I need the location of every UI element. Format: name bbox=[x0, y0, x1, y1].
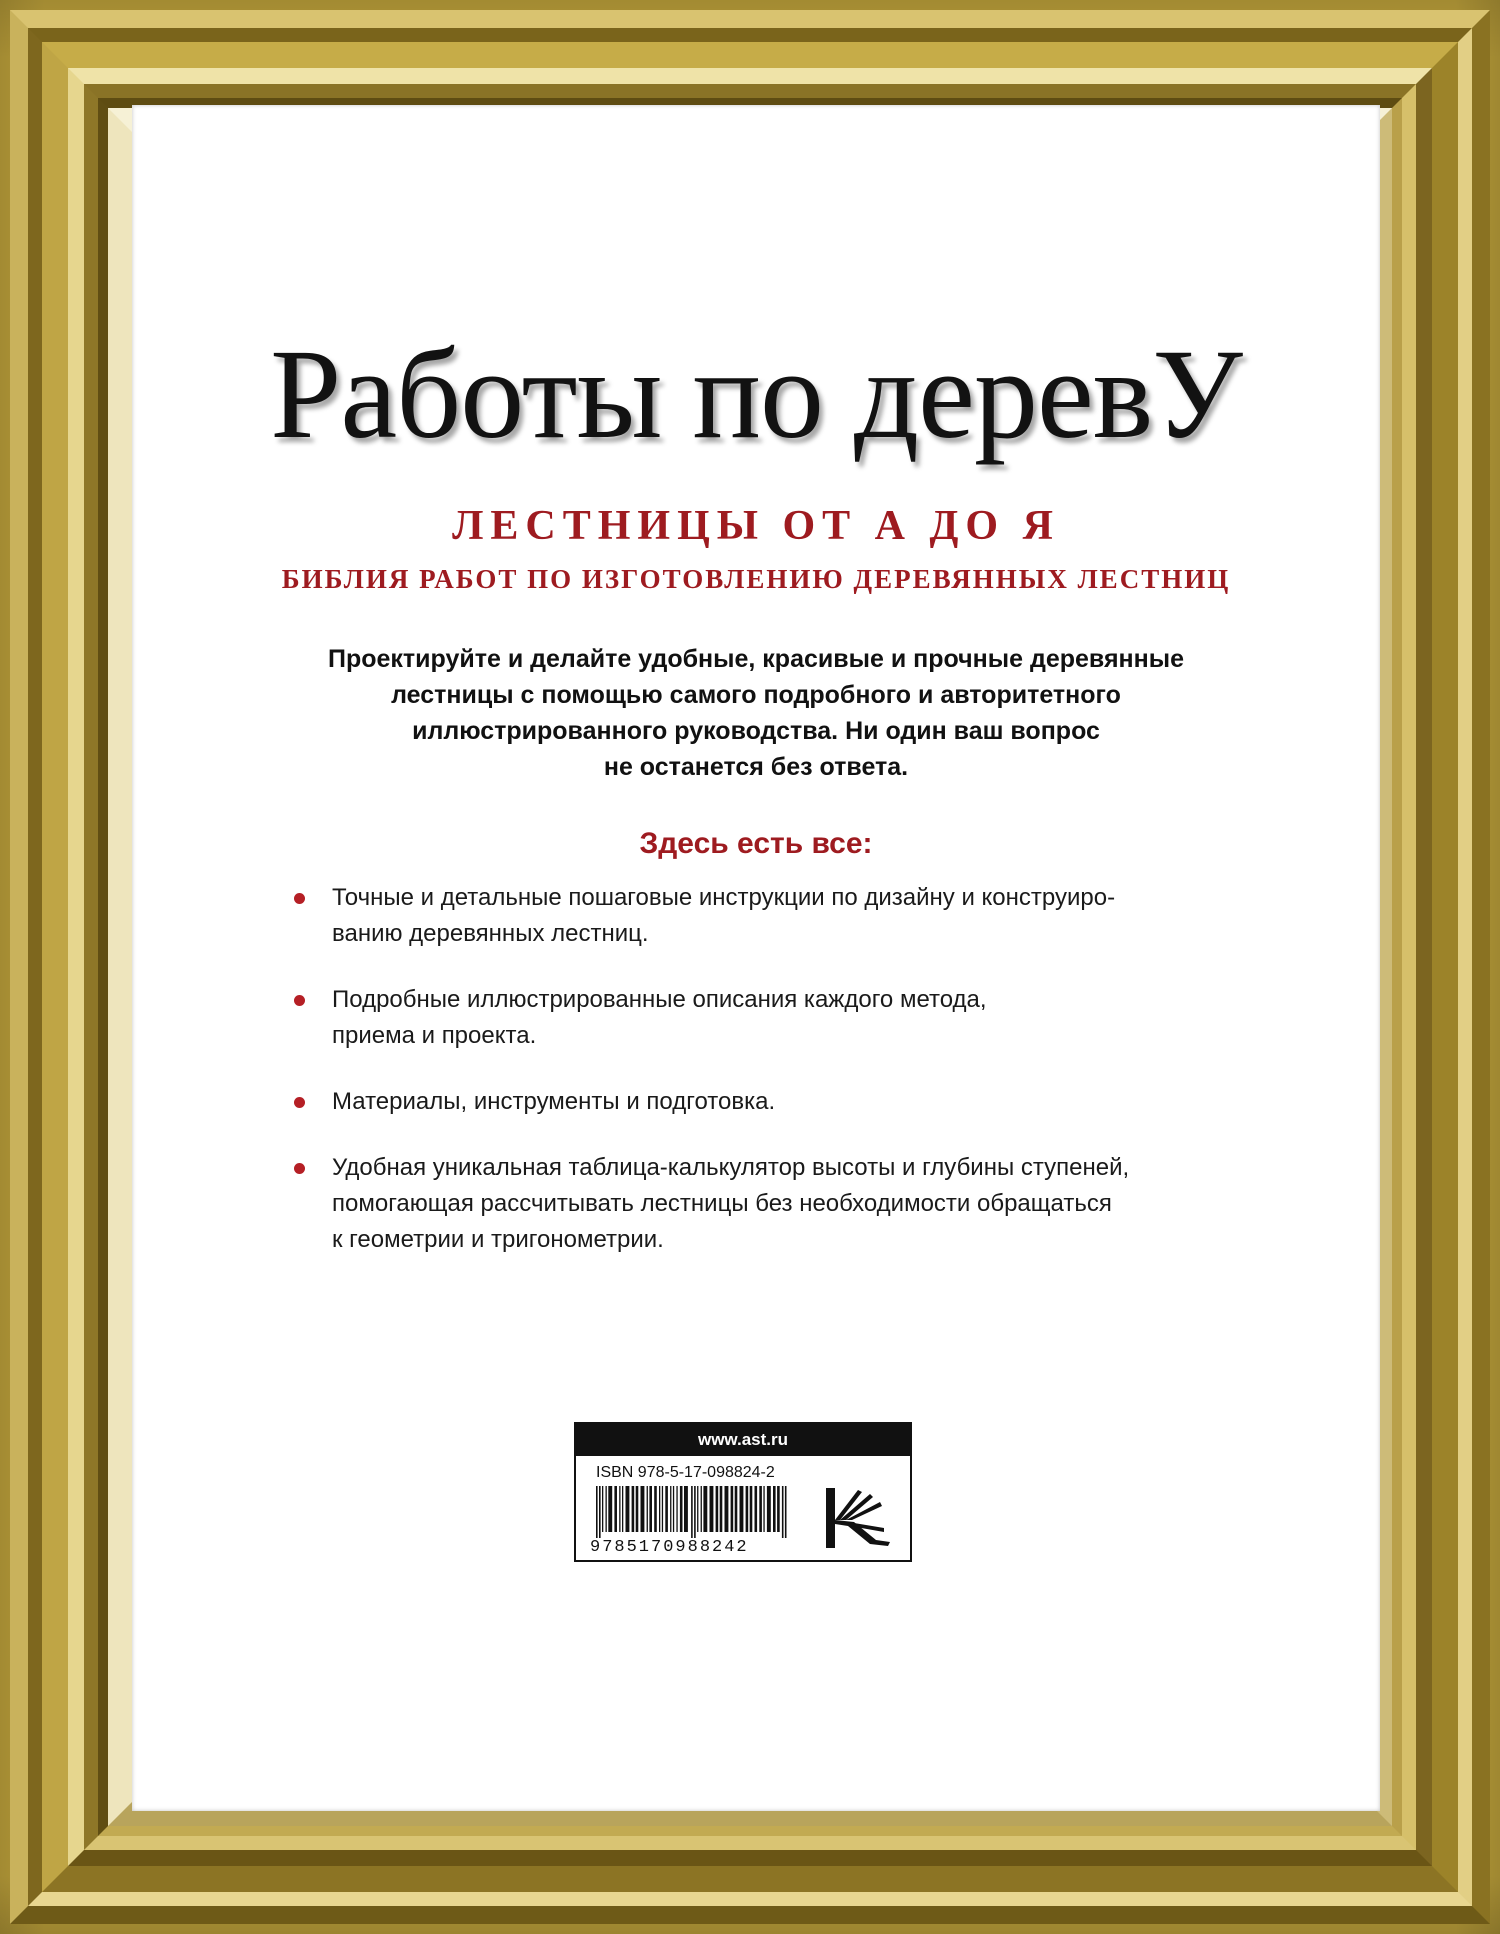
barcode-block bbox=[574, 1422, 912, 1562]
intro-paragraph bbox=[270, 641, 1242, 785]
list-item-line: помогающая рассчитывать лестницы без необходимости обращаться bbox=[332, 1190, 1112, 1217]
barcode-bar bbox=[596, 1486, 598, 1538]
barcode-bar bbox=[659, 1486, 660, 1532]
barcode-bar bbox=[626, 1486, 630, 1532]
barcode-bar bbox=[662, 1486, 663, 1532]
barcode-bar bbox=[759, 1486, 762, 1532]
barcode-bar bbox=[773, 1486, 776, 1532]
barcode-bar bbox=[606, 1486, 607, 1532]
barcode-bar bbox=[716, 1486, 719, 1532]
barcode-bar bbox=[763, 1486, 764, 1532]
barcode-bar bbox=[731, 1486, 734, 1532]
list-item-line: Материалы, инструменты и подготовка. bbox=[332, 1088, 776, 1115]
barcode-bar bbox=[735, 1486, 738, 1532]
list-item-line: Точные и детальные пошаговые инструкции по дизайну и конструиро- bbox=[332, 884, 1116, 911]
barcode-bar bbox=[680, 1486, 683, 1532]
barcode-icon bbox=[594, 1486, 794, 1538]
barcode-bar bbox=[608, 1486, 612, 1532]
barcode-bar bbox=[725, 1486, 729, 1532]
barcode-bar bbox=[622, 1486, 623, 1532]
barcode-bar bbox=[636, 1486, 639, 1532]
features-list bbox=[292, 880, 1292, 1288]
barcode-bar bbox=[691, 1486, 693, 1538]
barcode-bar bbox=[649, 1486, 652, 1532]
bullet-icon bbox=[294, 893, 305, 904]
list-item-line: Подробные иллюстрированные описания каждого метода, bbox=[332, 986, 987, 1013]
intro-line: не останется без ответа. bbox=[603, 753, 909, 781]
barcode-bar bbox=[673, 1486, 674, 1532]
barcode-bar bbox=[602, 1486, 603, 1532]
barcode-bar bbox=[632, 1486, 635, 1532]
barcode-bar bbox=[665, 1486, 668, 1532]
back-cover-page bbox=[132, 105, 1380, 1811]
intro-line: лестницы с помощью самого подробного и авторитетного bbox=[391, 681, 1121, 709]
barcode-bar bbox=[746, 1486, 749, 1532]
bullet-icon bbox=[294, 1097, 305, 1108]
isbn-number: ISBN 978-5-17-098824-2 bbox=[596, 1464, 775, 1481]
publisher-logo-icon bbox=[818, 1482, 898, 1552]
list-item bbox=[292, 880, 1292, 952]
barcode-bar bbox=[785, 1486, 787, 1538]
intro-line: иллюстрированного руководства. Ни один ваш вопрос bbox=[412, 717, 1100, 745]
list-item-line: Удобная уникальная таблица-калькулятор высоты и глубины ступеней, bbox=[332, 1154, 1130, 1181]
barcode-bar bbox=[676, 1486, 677, 1532]
intro-line: Проектируйте и делайте удобные, красивые и прочные деревянные bbox=[328, 645, 1184, 673]
list-item-line: приема и проекта. bbox=[332, 1022, 537, 1049]
barcode-bar bbox=[755, 1486, 758, 1532]
book-title: Работы по деревУ bbox=[270, 323, 1242, 465]
barcode-bar bbox=[720, 1486, 723, 1532]
bullet-icon bbox=[294, 995, 305, 1006]
list-item bbox=[292, 1150, 1292, 1258]
barcode-bar bbox=[767, 1486, 771, 1532]
barcode-bar bbox=[777, 1486, 780, 1532]
book-subtitle: ЛЕСТНИЦЫ ОТ А ДО Я bbox=[452, 503, 1060, 549]
publisher-website: www.ast.ru bbox=[576, 1424, 910, 1456]
barcode-bar bbox=[670, 1486, 671, 1532]
bullet-icon bbox=[294, 1163, 305, 1174]
barcode-bar bbox=[614, 1486, 617, 1532]
list-item bbox=[292, 982, 1292, 1054]
list-item-line: к геометрии и тригонометрии. bbox=[332, 1226, 664, 1253]
list-item-line: ванию деревянных лестниц. bbox=[332, 920, 649, 947]
barcode-bar bbox=[740, 1486, 744, 1532]
barcode-bar bbox=[694, 1486, 696, 1538]
barcode-bar bbox=[647, 1486, 648, 1532]
barcode-bar bbox=[654, 1486, 657, 1532]
barcode-bar bbox=[750, 1486, 753, 1532]
barcode-bar bbox=[684, 1486, 688, 1532]
barcode-bar bbox=[599, 1486, 601, 1538]
barcode-bar bbox=[619, 1486, 620, 1532]
book-tagline: БИБЛИЯ РАБОТ ПО ИЗГОТОВЛЕНИЮ ДЕРЕВЯННЫХ ЛЕСТНИЦ bbox=[281, 564, 1231, 594]
barcode-bar bbox=[697, 1486, 698, 1532]
barcode-bar bbox=[703, 1486, 707, 1532]
features-heading: Здесь есть все: bbox=[639, 827, 873, 860]
barcode-bar bbox=[701, 1486, 702, 1532]
barcode-bar bbox=[641, 1486, 645, 1532]
barcode-bar bbox=[710, 1486, 714, 1532]
ean-digits: 9785170988242 bbox=[590, 1538, 749, 1557]
barcode-bar bbox=[782, 1486, 784, 1538]
list-item bbox=[292, 1084, 1292, 1120]
